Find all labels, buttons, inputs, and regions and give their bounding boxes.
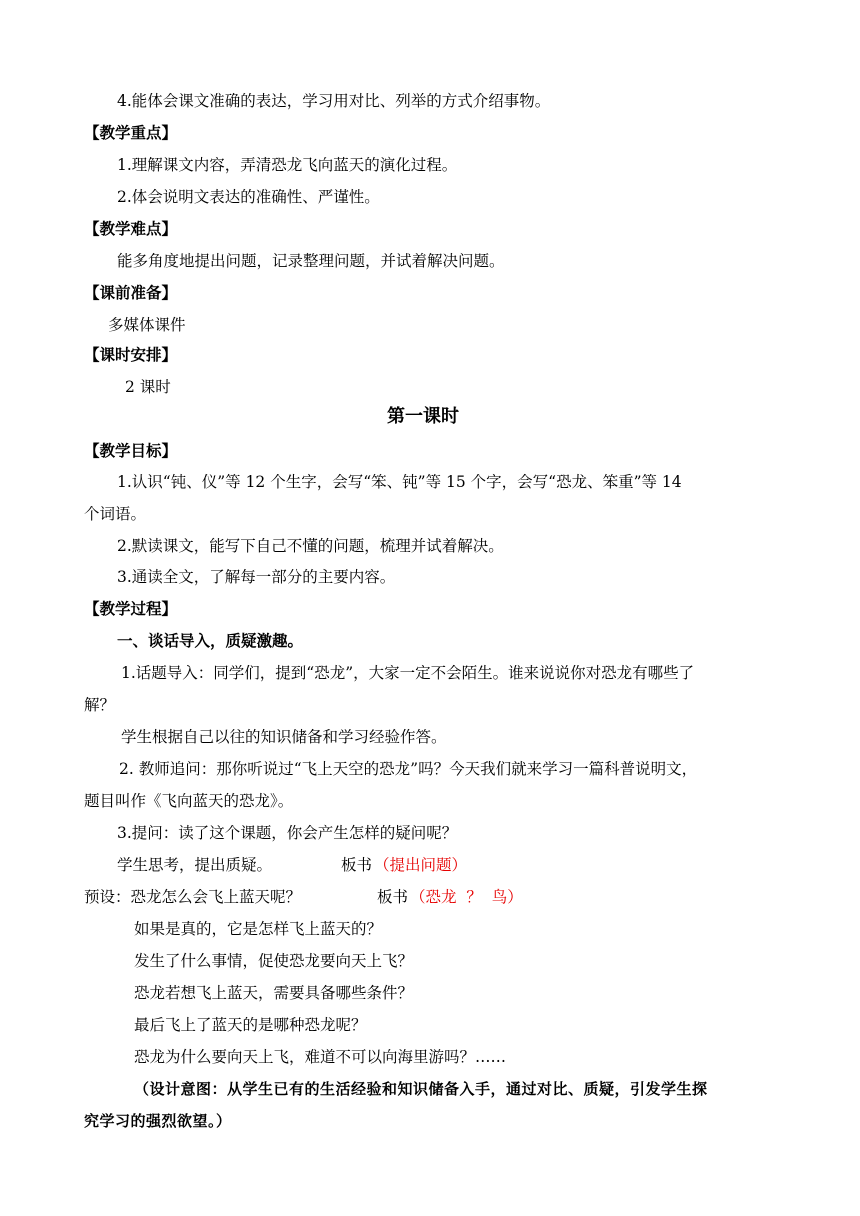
goal-4: 4.能体会课文准确的表达，学习用对比、列举的方式介绍事物。 bbox=[117, 92, 551, 110]
question-2: 发生了什么事情，促使恐龙要向天上飞？ bbox=[134, 952, 414, 970]
design-intent-line-2: 究学习的强烈欲望。） bbox=[84, 1112, 232, 1130]
paragraph-2-line-1: 2. 教师追问：那你听说过“飞上天空的恐龙”吗？今天我们就来学习一篇科普说明文， bbox=[119, 760, 698, 778]
focus-item-2: 2.体会说明文表达的准确性、严谨性。 bbox=[117, 188, 380, 206]
question-3: 恐龙若想飞上蓝天，需要具备哪些条件？ bbox=[134, 984, 414, 1002]
objectives-heading: 【教学目标】 bbox=[84, 441, 178, 460]
preset-question: 预设：恐龙怎么会飞上蓝天呢？ bbox=[84, 888, 302, 906]
paragraph-1-answer: 学生根据自己以往的知识储备和学习经验作答。 bbox=[121, 728, 447, 746]
objective-3: 3.通读全文，了解每一部分的主要内容。 bbox=[117, 568, 396, 586]
design-intent-line-1: （设计意图：从学生已有的生活经验和知识储备入手，通过对比、质疑，引发学生探 bbox=[134, 1080, 708, 1098]
paragraph-2-line-2: 题目叫作《飞向蓝天的恐龙》。 bbox=[84, 792, 294, 810]
difficulty-text: 能多角度地提出问题，记录整理问题，并试着解决问题。 bbox=[117, 252, 505, 270]
schedule-text: 2 课时 bbox=[125, 378, 171, 396]
objective-2: 2.默读课文，能写下自己不懂的问题，梳理并试着解决。 bbox=[117, 537, 504, 555]
question-1: 如果是真的，它是怎样飞上蓝天的？ bbox=[134, 920, 383, 938]
board-label-1: 板书 bbox=[341, 856, 373, 874]
section-1-heading: 一、谈话导入，质疑激趣。 bbox=[117, 631, 304, 650]
focus-heading: 【教学重点】 bbox=[84, 123, 178, 142]
paragraph-1-line-1: 1.话题导入：同学们，提到“恐龙”，大家一定不会陌生。谁来说说你对恐龙有哪些了 bbox=[121, 664, 695, 682]
prep-heading: 【课前准备】 bbox=[84, 283, 178, 302]
board-note-2: （恐龙 ？ 鸟） bbox=[410, 888, 523, 906]
objective-1-line-2: 个词语。 bbox=[84, 505, 147, 523]
board-label-2: 板书 bbox=[377, 888, 409, 906]
question-5: 恐龙为什么要向天上飞，难道不可以向海里游吗？…… bbox=[134, 1048, 507, 1066]
lesson-title: 第一课时 bbox=[387, 406, 459, 427]
paragraph-1-line-2: 解？ bbox=[84, 696, 116, 714]
objective-1-line-1: 1.认识“钝、仪”等 12 个生字，会写“笨、钝”等 15 个字，会写“恐龙、笨重”等 14 bbox=[117, 473, 682, 491]
paragraph-3-answer: 学生思考，提出质疑。 bbox=[117, 856, 273, 874]
focus-item-1: 1.理解课文内容，弄清恐龙飞向蓝天的演化过程。 bbox=[117, 156, 458, 174]
question-4: 最后飞上了蓝天的是哪种恐龙呢？ bbox=[134, 1016, 367, 1034]
process-heading: 【教学过程】 bbox=[84, 599, 178, 618]
board-note-1: （提出问题） bbox=[374, 856, 468, 874]
paragraph-3: 3.提问：读了这个课题，你会产生怎样的疑问呢？ bbox=[117, 824, 458, 842]
schedule-heading: 【课时安排】 bbox=[84, 345, 178, 364]
prep-text: 多媒体课件 bbox=[108, 316, 186, 334]
difficulty-heading: 【教学难点】 bbox=[84, 219, 178, 238]
